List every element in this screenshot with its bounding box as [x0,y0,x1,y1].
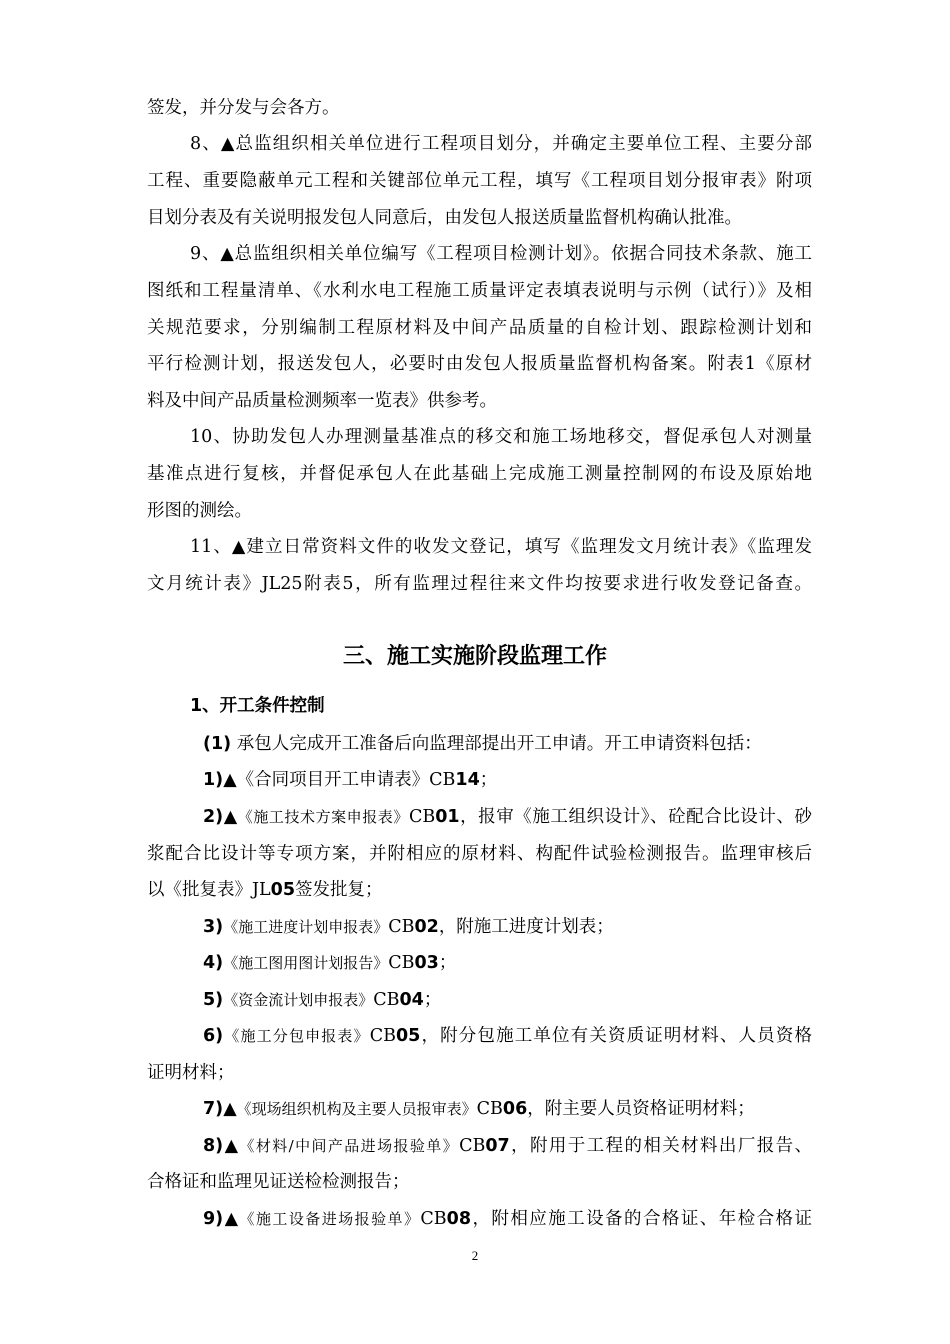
paragraph-9-line-2: 图纸和工程量清单、《水利水电工程施工质量评定表填表说明与示例（试行）》及相 [147,281,812,301]
item-text: ； [438,953,457,973]
subsection-title: 1、开工条件控制 [190,696,325,716]
item-6-line-1 [203,1024,812,1048]
intro-line [203,732,762,756]
item-2-line-3 [147,878,383,902]
item-text: ，附分包施工单位有关资质证明材料、人员资格 [420,1026,812,1046]
paragraph-line: 签发，并分发与会各方。 [147,98,340,118]
form-code: 06 [502,1099,528,1119]
form-name: 《材料/中间产品进场报验单》 [239,1137,460,1155]
form-code: 08 [446,1209,472,1229]
intro-number: (1) [203,734,232,754]
page-number: 2 [471,1248,479,1263]
item-number: 4) [203,953,224,973]
item-text: CB [420,1209,447,1229]
form-name: 《资金流计划申报表》 [223,991,374,1009]
item-text: CB [459,1136,486,1156]
item-text: ，附主要人员资格证明材料； [527,1099,755,1119]
form-name: 《施工设备进场报验单》 [239,1210,421,1228]
form-name: 《施工进度计划申报表》 [223,918,389,936]
item-7 [203,1097,755,1121]
item-text: CB [388,953,415,973]
triangle-mark: ▲ [223,1099,237,1119]
item-number: 7) [203,1099,224,1119]
item-text: CB [408,807,436,827]
item-9-line-1 [203,1207,812,1231]
item-text: ，报审《施工组织设计》、砼配合比设计、砂 [459,807,812,827]
item-8-line-2: 合格证和监理见证送检检测报告； [147,1172,410,1192]
form-code: 04 [399,990,424,1010]
item-text: CB [388,917,415,937]
form-name: 《施工技术方案申报表》 [237,808,409,826]
form-code: 07 [485,1136,510,1156]
item-number: 5) [203,990,224,1010]
form-code: 02 [414,917,439,937]
paragraph-9-line-5: 料及中间产品质量检测频率一览表》供参考。 [147,391,497,411]
form-name: 《现场组织机构及主要人员报审表》 [236,1100,477,1118]
form-code: 05 [395,1026,421,1046]
item-3 [203,915,614,939]
item-number: 9) [203,1209,224,1229]
paragraph-9-line-4: 平行检测计划，报送发包人，必要时由发包人报质量监督机构备案。附表1《原材 [147,354,812,374]
item-text: CB [476,1099,503,1119]
item-number: 2) [203,807,224,827]
item-text: ； [423,990,442,1010]
item-text: CB [369,1026,396,1046]
item-number: 6) [203,1026,224,1046]
form-name: 《施工图用图计划报告》 [223,954,389,972]
paragraph-11-line-2: 文月统计表》JL25附表5，所有监理过程往来文件均按要求进行收发登记备查。 [147,574,812,594]
item-8-line-1 [203,1134,812,1158]
item-text: CB [373,990,400,1010]
triangle-mark: ▲ [223,807,238,827]
paragraph-10-line-2: 基准点进行复核，并督促承包人在此基础上完成施工测量控制网的布设及原始地 [147,464,812,484]
item-6-line-2: 证明材料； [147,1063,235,1083]
item-text: ，附相应施工设备的合格证、年检合格证 [471,1209,812,1229]
triangle-mark: ▲ [223,1136,240,1156]
item-2-line-2: 浆配合比设计等专项方案，并附相应的原材料、构配件试验检测报告。监理审核后 [147,844,812,864]
paragraph-10-line-3: 形图的测绘。 [147,501,252,521]
form-code: 03 [414,953,439,973]
paragraph-10-line-1: 10、协助发包人办理测量基准点的移交和施工场地移交，督促承包人对测量 [190,427,812,447]
item-text: ▲《合同项目开工申请表》CB [223,770,456,790]
triangle-mark: ▲ [223,1209,240,1229]
item-2-line-1 [203,805,812,829]
paragraph-11-line-1: 11、▲建立日常资料文件的收发文登记，填写《监理发文月统计表》《监理发 [190,537,812,557]
form-code: 01 [435,807,460,827]
item-text: ，附用于工程的相关材料出厂报告、 [509,1136,813,1156]
item-1 [203,768,497,792]
form-code: 14 [455,770,480,790]
item-number: 8) [203,1136,224,1156]
item-text: ，附施工进度计划表； [438,917,614,937]
paragraph-8-line-1: 8、▲总监组织相关单位进行工程项目划分，并确定主要单位工程、主要分部 [190,134,812,154]
item-number: 1) [203,770,224,790]
intro-text: 承包人完成开工准备后向监理部提出开工申请。开工申请资料包括： [231,734,762,754]
item-4 [203,951,456,975]
section-title: 三、施工实施阶段监理工作 [342,644,607,669]
paragraph-8-line-2: 工程、重要隐蔽单元工程和关键部位单元工程，填写《工程项目划分报审表》附项 [147,171,812,191]
item-number: 3) [203,917,224,937]
item-5 [203,988,441,1012]
paragraph-8-line-3: 目划分表及有关说明报发包人同意后，由发包人报送质量监督机构确认批准。 [147,208,742,228]
paragraph-9-line-1: 9、▲总监组织相关单位编写《工程项目检测计划》。依据合同技术条款、施工 [190,244,812,264]
item-text: ； [479,770,498,790]
form-code: 05 [270,880,295,900]
paragraph-9-line-3: 关规范要求，分别编制工程原材料及中间产品质量的自检计划、跟踪检测计划和 [147,318,812,338]
item-text: 以《批复表》JL [147,880,271,900]
form-name: 《施工分包申报表》 [223,1027,370,1045]
item-text: 签发批复； [295,880,383,900]
